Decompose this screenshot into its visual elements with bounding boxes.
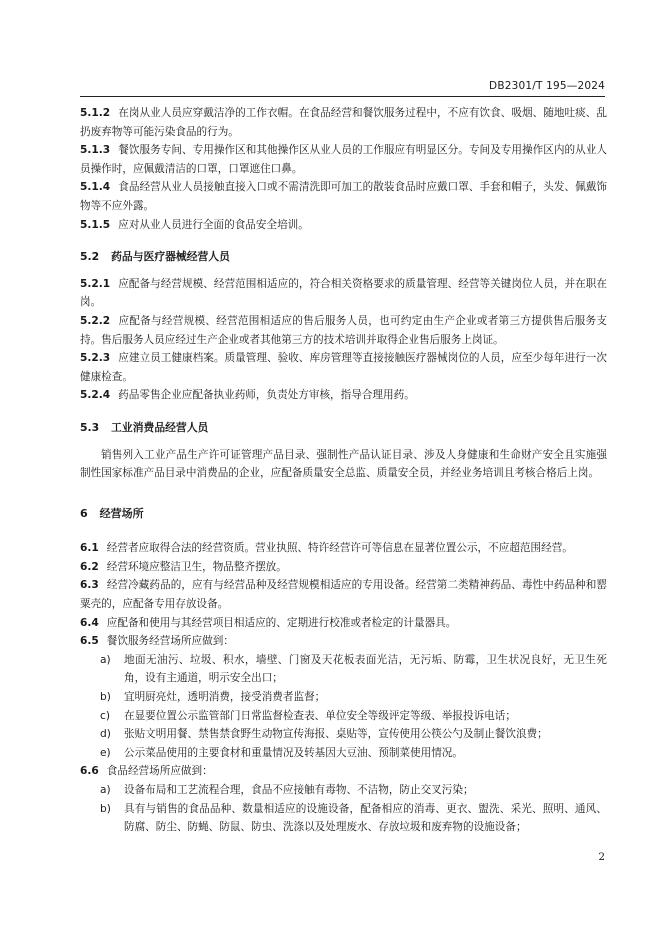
section-5-3-text: 销售列入工业产品生产许可证管理产品目录、强制性产品认证目录、涉及人身健康和生命财产安全且实施强制性国家标准产品目录中消费品的企业，应配备质量安全总监、质量安全员，并经业务培训且考核合格后上岗。 xyxy=(80,448,607,480)
list-item xyxy=(80,744,607,763)
section-title: 经营场所 xyxy=(99,506,144,520)
list-marker: c) xyxy=(100,709,110,722)
clause-6-3 xyxy=(80,576,607,613)
section-title: 工业消费品经营人员 xyxy=(111,420,209,434)
clause-text: 在岗从业人员应穿戴洁净的工作衣帽。在食品经营和餐饮服务过程中，不应有饮食、吸烟、随地吐痰、乱扔废弃物等可能污染食品的行为。 xyxy=(80,107,607,138)
list-item xyxy=(80,688,607,707)
clause-text: 应配备与经营规模、经营范围相适应的售后服务人员，也可约定由生产企业或者第三方提供售后服务支持。售后服务人员应经过生产企业或者其他第三方的技术培训并取得企业售后服务上岗证。 xyxy=(80,314,607,346)
section-number: 5.2 xyxy=(80,250,100,264)
clause-6-5-list xyxy=(80,651,607,763)
list-item xyxy=(80,725,607,744)
section-heading-5-3 xyxy=(80,419,607,438)
list-item xyxy=(80,707,607,726)
clause-number: 6.5 xyxy=(80,635,99,648)
clause-text: 应配备和使用与其经营项目相适应的、定期进行校准或者检定的计量器具。 xyxy=(106,616,457,629)
clause-text: 应对从业人员进行全面的食品安全培训。 xyxy=(118,218,309,231)
list-marker: e) xyxy=(100,746,111,759)
clause-number: 6.6 xyxy=(80,765,99,778)
clause-6-1 xyxy=(80,539,607,558)
list-item-text: 张贴文明用餐、禁售禁食野生动物宣传海报、桌贴等，宣传使用公筷公勺及制止餐饮浪费； xyxy=(124,728,548,741)
section-title: 药品与医疗器械经营人员 xyxy=(111,250,230,264)
clause-6-6 xyxy=(80,762,607,781)
clause-5-1-5 xyxy=(80,216,607,235)
clause-5-1-2 xyxy=(80,104,607,141)
section-number: 5.3 xyxy=(80,420,100,434)
clause-6-5 xyxy=(80,632,607,651)
list-item-text: 在显要位置公示监管部门日常监督检查表、单位安全等级评定等级、举报投诉电话； xyxy=(124,709,516,722)
clause-text: 应建立员工健康档案。质量管理、验收、库房管理等直接接触医疗器械岗位的人员，应至少每年进行一次健康检查。 xyxy=(80,352,607,383)
list-marker: a) xyxy=(100,653,111,666)
list-item xyxy=(80,651,607,688)
list-item-text: 公示菜品使用的主要食材和重量情况及转基因大豆油、预制菜使用情况。 xyxy=(124,746,463,759)
section-heading-5-2 xyxy=(80,248,607,267)
clause-5-1-4 xyxy=(80,178,607,215)
clause-number: 5.2.3 xyxy=(80,352,111,365)
clause-6-4 xyxy=(80,614,607,633)
clause-number: 6.2 xyxy=(80,560,99,573)
document-body xyxy=(80,104,607,837)
list-marker: a) xyxy=(100,784,111,796)
list-item-text: 设备布局和工艺流程合理，食品不应接触有毒物、不洁物，防止交叉污染； xyxy=(124,784,474,796)
clause-number: 5.1.4 xyxy=(80,181,111,194)
page-number: 2 xyxy=(598,851,605,863)
clause-number: 5.2.1 xyxy=(80,277,111,290)
clause-text: 药品零售企业应配备执业药师，负责处方审核，指导合理用药。 xyxy=(118,389,415,402)
list-item-text: 地面无油污、垃圾、积水，墙壁、门窗及天花板表面光洁，无污垢、防霉，卫生状况良好，无卫生死角，设有主通道，明示安全出口； xyxy=(124,653,607,685)
list-item xyxy=(80,781,607,800)
clause-text: 应配备与经营规模、经营范围相适应的，符合相关资格要求的质量管理、经营等关键岗位人员，并在职在岗。 xyxy=(80,277,607,309)
clause-number: 6.1 xyxy=(80,542,99,555)
clause-number: 5.1.3 xyxy=(80,144,111,157)
list-marker: b) xyxy=(100,691,111,704)
clause-5-2-2 xyxy=(80,312,607,349)
clause-6-6-list xyxy=(80,781,607,837)
section-heading-6 xyxy=(80,505,607,524)
clause-5-2-3 xyxy=(80,349,607,386)
list-item xyxy=(80,800,607,837)
clause-5-1-3 xyxy=(80,141,607,178)
clause-text: 食品经营场所应做到： xyxy=(106,765,213,778)
clause-number: 5.1.5 xyxy=(80,218,111,231)
list-marker: d) xyxy=(100,728,111,741)
clause-text: 餐饮服务专间、专用操作区和其他操作区从业人员的工作服应有明显区分。专间及专用操作区内的从业人员操作时，应佩戴清洁的口罩，口罩遮住口鼻。 xyxy=(80,144,607,175)
clause-number: 6.4 xyxy=(80,616,99,629)
clause-number: 6.3 xyxy=(80,579,99,592)
clause-6-2 xyxy=(80,558,607,577)
clause-text: 餐饮服务经营场所应做到： xyxy=(106,635,234,648)
section-number: 6 xyxy=(80,506,88,520)
clause-text: 经营冷藏药品的，应有与经营品种及经营规模相适应的专用设备。经营第二类精神药品、毒性中药品种和罂粟壳的，应配备专用存放设备。 xyxy=(80,579,607,611)
document-code: DB2301/T 195—2024 xyxy=(489,80,605,92)
clause-text: 食品经营从业人员接触直接入口或不需清洗即可加工的散装食品时应戴口罩、手套和帽子，头发、佩戴饰物等不应外露。 xyxy=(80,181,607,212)
header-rule xyxy=(80,96,605,97)
clause-text: 经营者应取得合法的经营资质。营业执照、特许经营许可等信息在显著位置公示，不应超范围经营。 xyxy=(106,542,573,555)
list-item-text: 具有与销售的食品品种、数量相适应的设施设备，配备相应的消毒、更衣、盥洗、采光、照明、通风、防腐、防尘、防蝇、防鼠、防虫、洗涤以及处理废水、存放垃圾和废弃物的设施设备； xyxy=(124,802,607,834)
clause-5-2-4 xyxy=(80,386,607,405)
list-marker: b) xyxy=(100,802,111,815)
clause-number: 5.1.2 xyxy=(80,107,111,119)
clause-5-2-1 xyxy=(80,275,607,312)
list-item-text: 宜明厨亮灶，透明消费，接受消费者监督； xyxy=(124,691,326,704)
clause-number: 5.2.2 xyxy=(80,314,111,327)
clause-text: 经营环境应整洁卫生，物品整齐摆放。 xyxy=(106,560,287,573)
clause-number: 5.2.4 xyxy=(80,389,111,402)
